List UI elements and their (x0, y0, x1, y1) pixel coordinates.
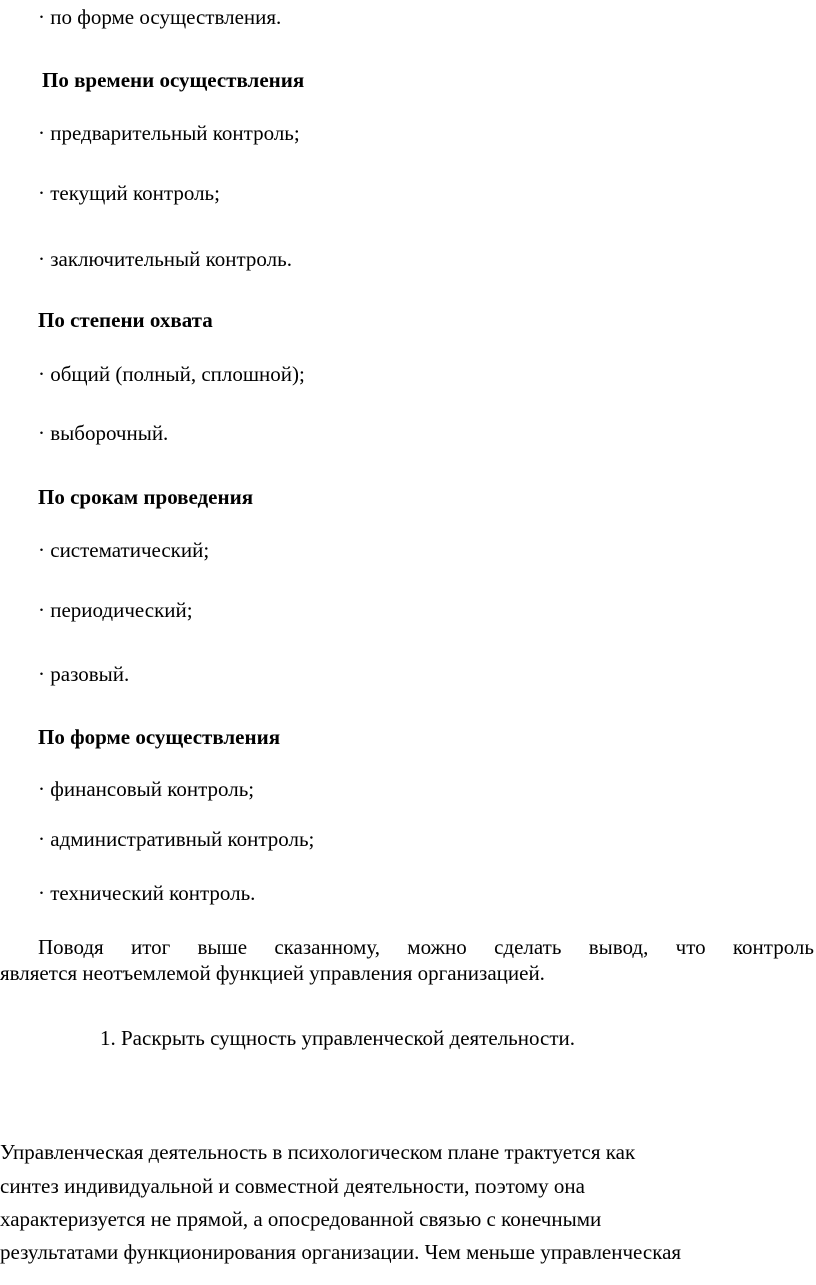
list-item: · технический контроль. (38, 881, 256, 905)
list-item: · текущий контроль; (38, 181, 220, 205)
conclusion-line-2: является неотъемлемой функцией управления организацией. (0, 961, 545, 985)
final-paragraph-line: результатами функционирования организации. Чем меньше управленческая (0, 1240, 682, 1264)
intro-bullet: · по форме осуществления. (38, 5, 282, 29)
list-item: · периодический; (38, 598, 193, 622)
final-paragraph-line: синтез индивидуальной и совместной деятельности, поэтому она (0, 1174, 585, 1198)
section-heading-form: По форме осуществления (38, 725, 281, 749)
list-item: · финансовый контроль; (38, 777, 255, 801)
numbered-heading: 1. Раскрыть сущность управленческой деятельности. (100, 1026, 575, 1050)
final-paragraph-line: Управленческая деятельность в психологическом плане трактуется как (0, 1140, 636, 1164)
section-heading-time: По времени осуществления (42, 68, 305, 92)
section-heading-terms: По срокам проведения (38, 485, 254, 509)
list-item: · заключительный контроль. (38, 247, 292, 271)
section-heading-coverage: По степени охвата (38, 308, 213, 332)
final-paragraph-line: характеризуется не прямой, а опосредованной связью с конечными (0, 1207, 602, 1231)
list-item: · разовый. (38, 662, 130, 686)
conclusion-line-1: Поводя итог выше сказанному, можно сделать вывод, что контроль (38, 935, 814, 959)
list-item: · выборочный. (38, 421, 169, 445)
list-item: · систематический; (38, 538, 210, 562)
list-item: · общий (полный, сплошной); (38, 362, 305, 386)
list-item: · административный контроль; (38, 827, 315, 851)
list-item: · предварительный контроль; (38, 121, 300, 145)
